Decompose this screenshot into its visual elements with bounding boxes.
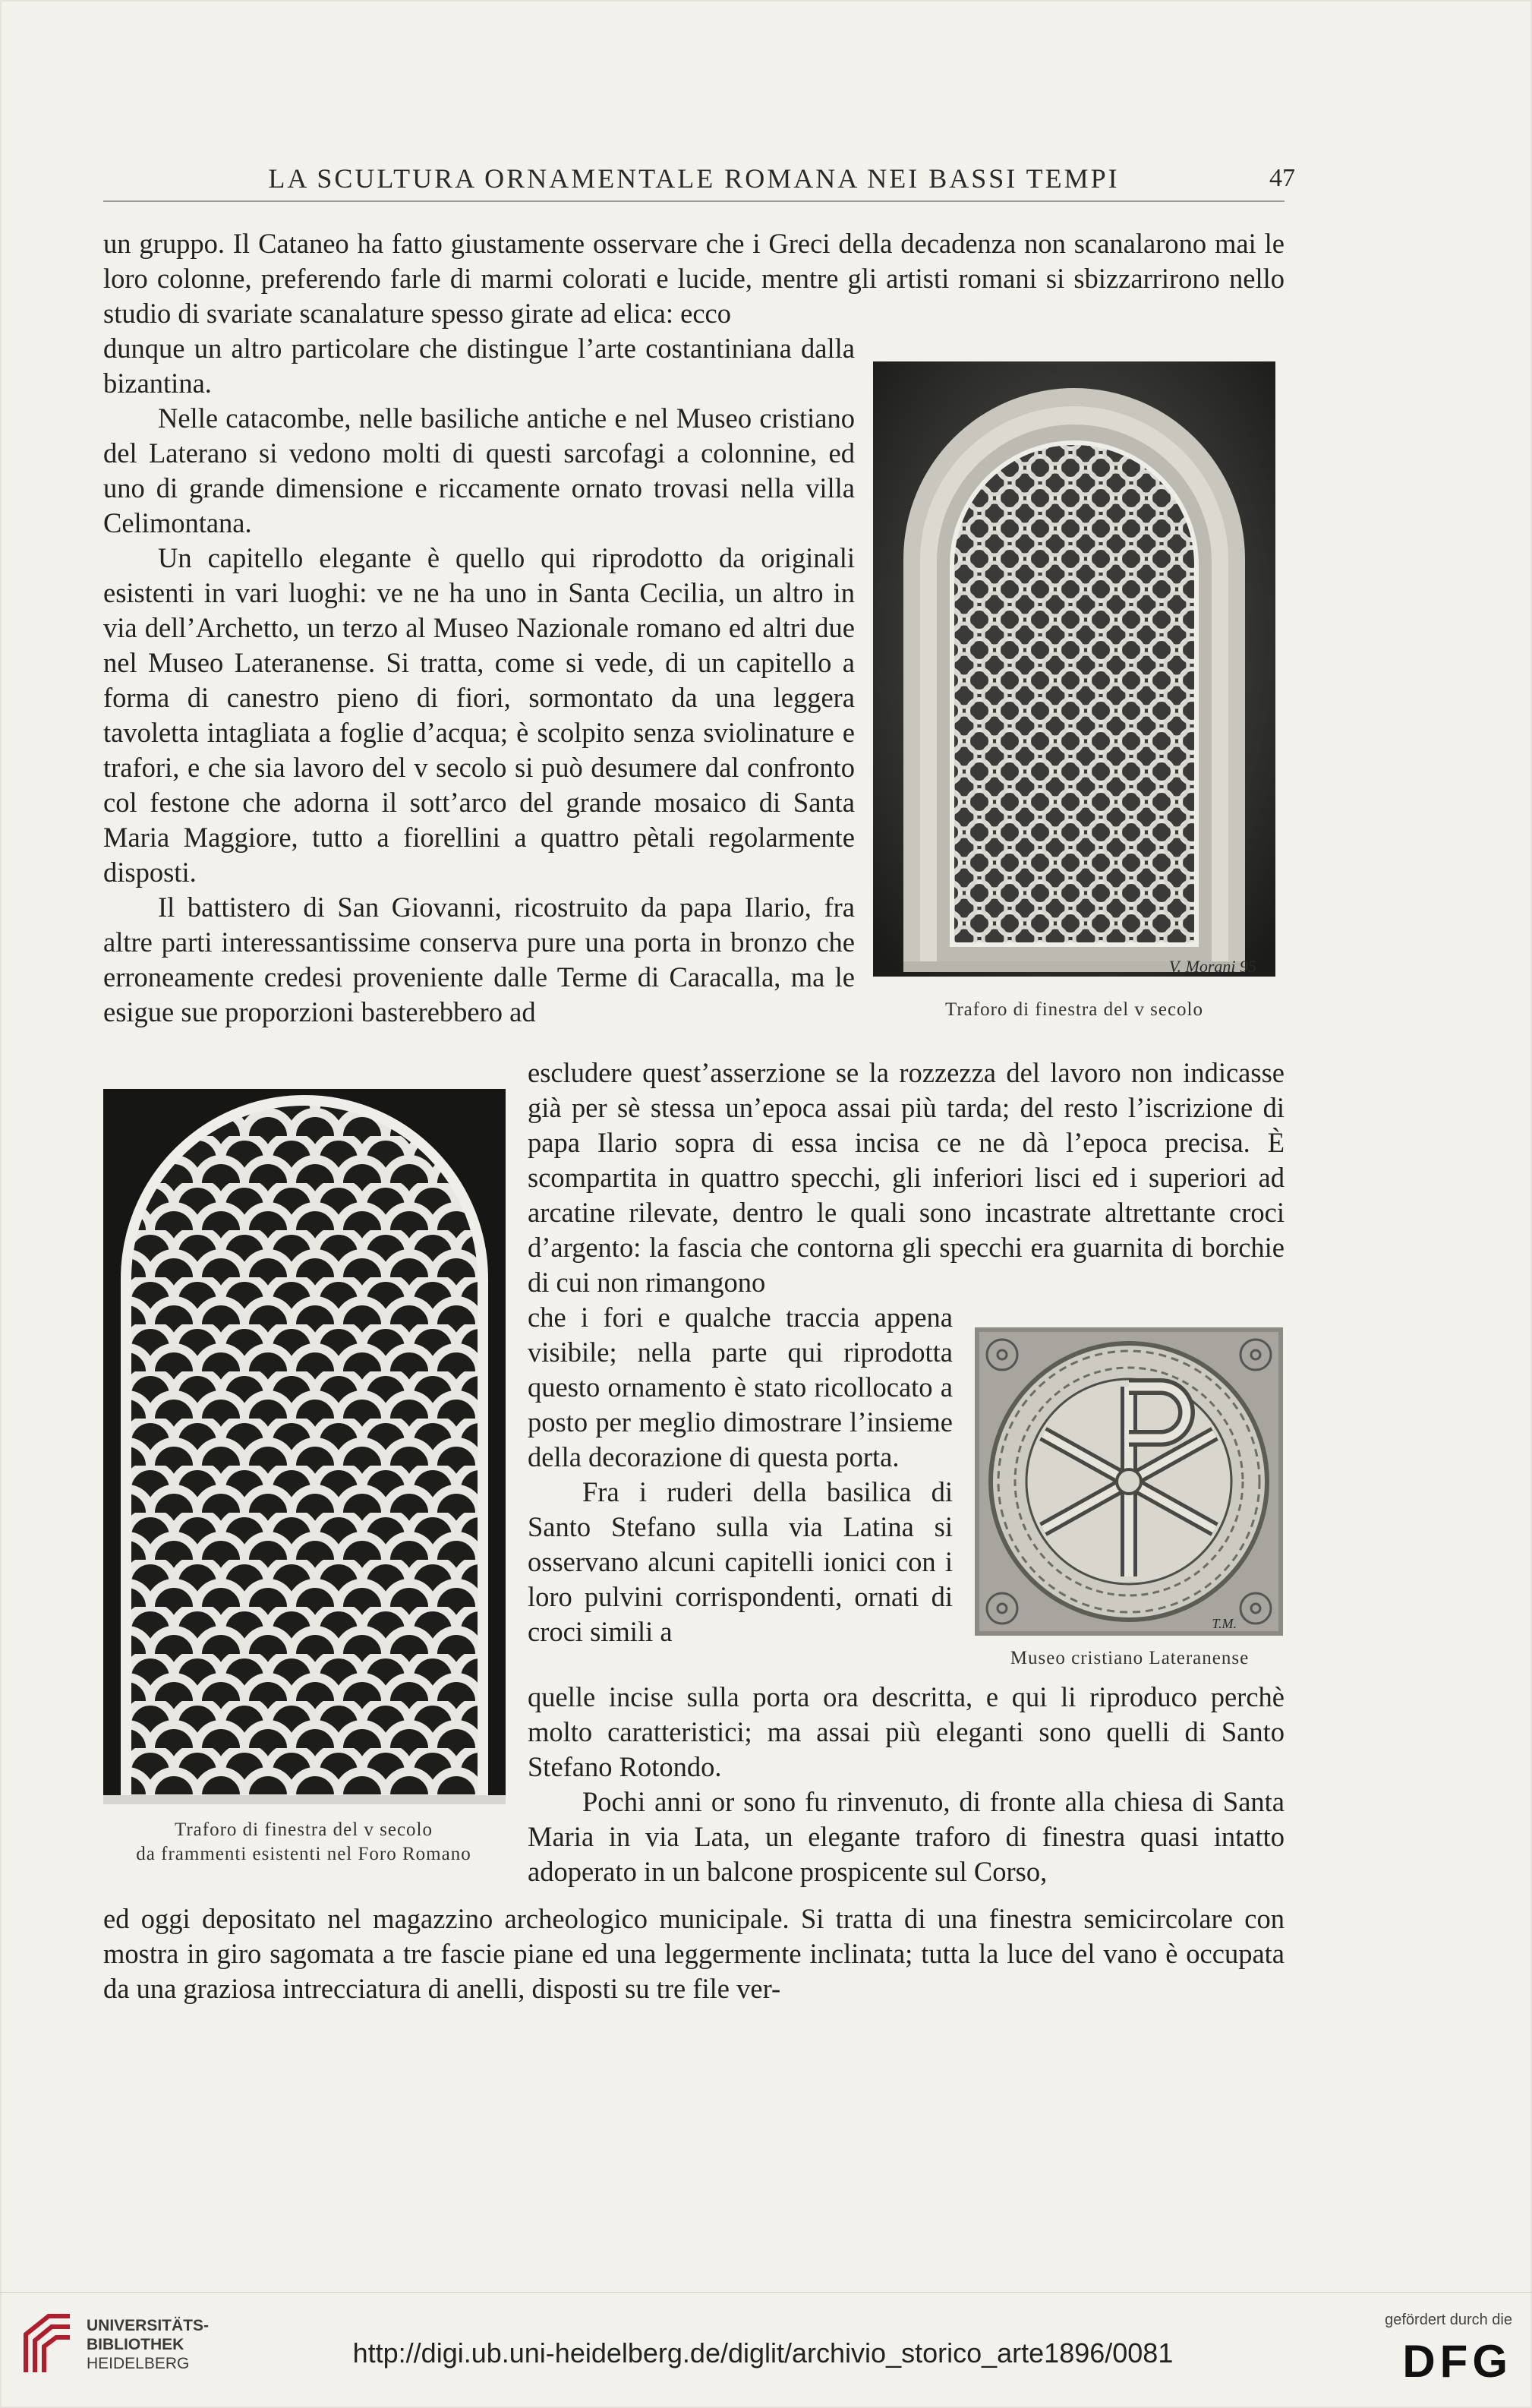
running-title: LA SCULTURA ORNAMENTALE ROMANA NEI BASSI TEMPI — [268, 163, 1120, 194]
paragraph-battistero: Il battistero di San Giovanni, ricostruito da papa Ilario, fra altre parti interessantissime conserva pure una porta in bronzo che erroneamente credesi proveniente dalle Terme di Caracalla, ma le esigue sue proporzioni basterebbero ad — [103, 892, 855, 1027]
paragraph-magazzino: ed oggi depositato nel magazzino archeologico municipale. Si tratta di una finestra semicircolare con mostra in giro sagomata a tre fascie piane ed una leggermente inclinata; tutta la luce del vano è occupata da una graziosa intrecciatura di anelli, disposti su tre file ver- — [103, 1903, 1285, 2004]
paragraph-ruderi: Fra i ruderi della basilica di Santo Stefano sulla via Latina si osservano alcuni capitelli ionici con i loro pulvini corrispondenti, ornati di croci simili a — [528, 1476, 953, 1647]
caption-window-scales-line2: da frammenti esistenti nel Foro Romano — [136, 1844, 471, 1864]
text-narrow-column — [528, 1300, 953, 1649]
library-logo — [21, 2312, 211, 2381]
sponsor — [1353, 2312, 1512, 2387]
caption-chi-rho: Museo cristiano Lateranense — [1010, 1648, 1250, 1668]
figure-window-scales — [103, 1089, 506, 1804]
paragraph-fori: che i fori e qualche traccia appena visibile; nella parte qui riprodotta questo ornamento è stato ricollocato a posto per meglio dimostrare l’insieme della decorazione di questa porta. — [528, 1302, 953, 1472]
text-bottom-full — [103, 1901, 1285, 2006]
text-right-lower — [528, 1680, 1285, 1889]
paragraph-escludere: escludere quest’asserzione se la rozzezza del lavoro non indicasse già per sè stessa un’epoca assai più tarda; del resto l’iscrizione di papa Ilario sopra di essa incisa ce ne dà l’epoca precisa. È scompartita in quattro specchi, gli inferiori lisci ed i superiori ad arcatine rilevate, dentro le quali sono incastrate altrettante croci d’argento: la fascia che contorna gli specchi era guarnita di borchie di cui non rimangono — [528, 1057, 1285, 1298]
paragraph-pochi: Pochi anni or sono fu rinvenuto, di fronte alla chiesa di Santa Maria in via Lata, un elegante traforo di finestra quasi intatto adoperato in un balcone prospicente sul Corso, — [528, 1786, 1285, 1887]
text-left-column — [103, 331, 855, 1030]
header-rule — [103, 200, 1285, 202]
dfg-logo: DFG — [1402, 2336, 1512, 2387]
source-url-link[interactable]: http://digi.ub.uni-heidelberg.de/diglit/archivio_storico_arte1896/0081 — [352, 2337, 1174, 2369]
caption-window-scales — [91, 1818, 516, 1867]
chi-rho-image — [975, 1327, 1283, 1636]
footer-rule — [0, 2292, 1532, 2293]
library-mark-icon — [21, 2312, 74, 2377]
library-line2: BIBLIOTHEK — [87, 2336, 184, 2353]
figure-window-rings — [873, 361, 1275, 977]
running-header — [103, 156, 1295, 202]
library-name — [87, 2316, 209, 2373]
paragraph-capitello: Un capitello elegante è quello qui riprodotto da originali esistenti in vari luoghi: ve ne ha uno in Santa Cecilia, un altro in via dell’Archetto, un terzo al Museo Nazionale romano ed altri due nel Museo Lateranense. Si tratta, come si vede, di un capitello a forma di canestro pieno di fiori, sormontato da una leggera tavoletta intagliata a foglie d’acqua; è scolpito senza sviolinature e trafori, e che sia lavoro del v secolo si può desumere dal confronto col festone che adorna il sott’arco del grande mosaico di Santa Maria Maggiore, tutto a fiorellini a quattro pètali regolarmente disposti. — [103, 542, 855, 888]
window-rings-signature: V. Morani 95 — [1168, 957, 1256, 976]
paragraph-catacombe: Nelle catacombe, nelle basiliche antiche e nel Museo cristiano del Laterano si vedono molti di questi sarcofagi a colonnine, ed uno di grande dimensione e riccamente ornato trovasi nella villa Celimontana. — [103, 402, 855, 538]
page-number: 47 — [1269, 164, 1295, 192]
library-line1: UNIVERSITÄTS- — [87, 2317, 210, 2334]
window-scales-image — [103, 1089, 506, 1804]
sponsor-label: gefördert durch die — [1385, 2312, 1512, 2328]
text-right-column — [528, 1056, 1285, 1300]
paragraph-quelle: quelle incise sulla porta ora descritta, e qui li riproduco perchè molto caratteristici; ma assai più eleganti sono quelli di Santo Stefano Rotondo. — [528, 1681, 1285, 1782]
paragraph-costantiniana: dunque un altro particolare che distingue l’arte costantiniana dalla bizantina. — [103, 333, 855, 399]
library-line3: HEIDELBERG — [87, 2355, 190, 2372]
paragraph-gruppo: un gruppo. Il Cataneo ha fatto giustamente osservare che i Greci della decadenza non scanalarono mai le loro colonne, preferendo farle di marmi colorati e lucide, mentre gli artisti romani si sbizzarrirono nello studio di svariate scanalature spesso girate ad elica: ecco — [103, 228, 1285, 329]
text-top-full — [103, 226, 1285, 331]
chi-rho-signature: T.M. — [1212, 1616, 1237, 1631]
caption-window-scales-line1: Traforo di finestra del v secolo — [174, 1819, 433, 1840]
figure-chi-rho — [975, 1327, 1283, 1636]
caption-window-rings: Traforo di finestra del v secolo — [944, 999, 1204, 1020]
window-rings-image — [873, 361, 1275, 977]
